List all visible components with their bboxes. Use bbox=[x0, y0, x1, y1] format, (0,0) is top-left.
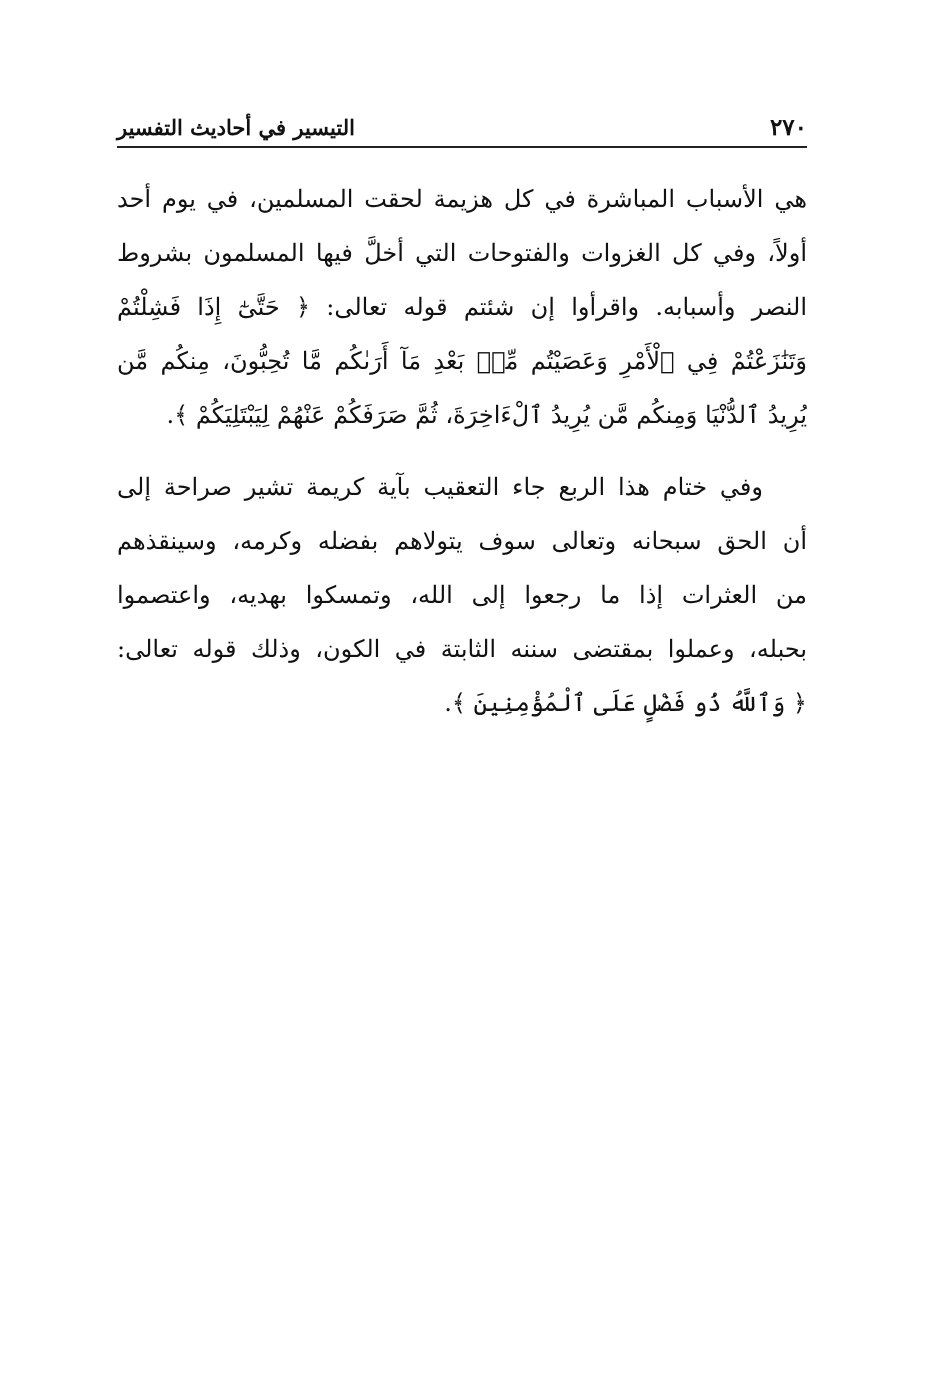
paragraph bbox=[117, 172, 807, 442]
running-header bbox=[117, 112, 807, 146]
body-text bbox=[117, 172, 807, 730]
text-line: هي الأسباب المباشرة في كل هزيمة لحقت المسلمين، في يوم أحد bbox=[117, 185, 807, 213]
text-line: يُرِيدُ ٱلدُّنْيَا وَمِنكُم مَّن يُرِيدُ ٱلْءَاخِرَةَ، ثُمَّ صَرَفَكُمْ عَنْهُمْ لِيَبْتَلِيَكُمْ ﴾. bbox=[166, 401, 807, 429]
text-line: ﴿ وَٱللَّهُ ذُو فَضْلٍ عَلَى ٱلْمُؤْمِنِينَ ﴾. bbox=[444, 689, 807, 717]
text-line: أن الحق سبحانه وتعالى سوف يتولاهم بفضله وكرمه، وسينقذهم bbox=[117, 527, 807, 555]
header-rule bbox=[117, 146, 807, 148]
text-line: بحبله، وعملوا بمقتضى سننه الثابتة في الكون، وذلك قوله تعالى: bbox=[117, 635, 807, 663]
paragraph-gap bbox=[117, 442, 807, 460]
paragraph bbox=[117, 460, 807, 730]
text-line: وَتَنَٰزَعْتُمْ فِي ٱلْأَمْرِ وَعَصَيْتُم مِّنۢ بَعْدِ مَآ أَرَىٰكُم مَّا تُحِبُّونَ، مِنكُم مَّن bbox=[117, 347, 807, 375]
text-line: النصر وأسبابه. واقرأوا إن شئتم قوله تعالى: ﴿ حَتَّىٰٓ إِذَا فَشِلْتُمْ bbox=[117, 293, 807, 321]
text-line: من العثرات إذا ما رجعوا إلى الله، وتمسكوا بهديه، واعتصموا bbox=[117, 581, 807, 609]
page-number: ٢٧٠ bbox=[769, 114, 807, 141]
text-line: وفي ختام هذا الربع جاء التعقيب بآية كريمة تشير صراحة إلى bbox=[117, 473, 763, 501]
text-line: أولاً، وفي كل الغزوات والفتوحات التي أخلَّ فيها المسلمون بشروط bbox=[117, 239, 807, 267]
running-title: التيسير في أحاديث التفسير bbox=[117, 115, 355, 140]
